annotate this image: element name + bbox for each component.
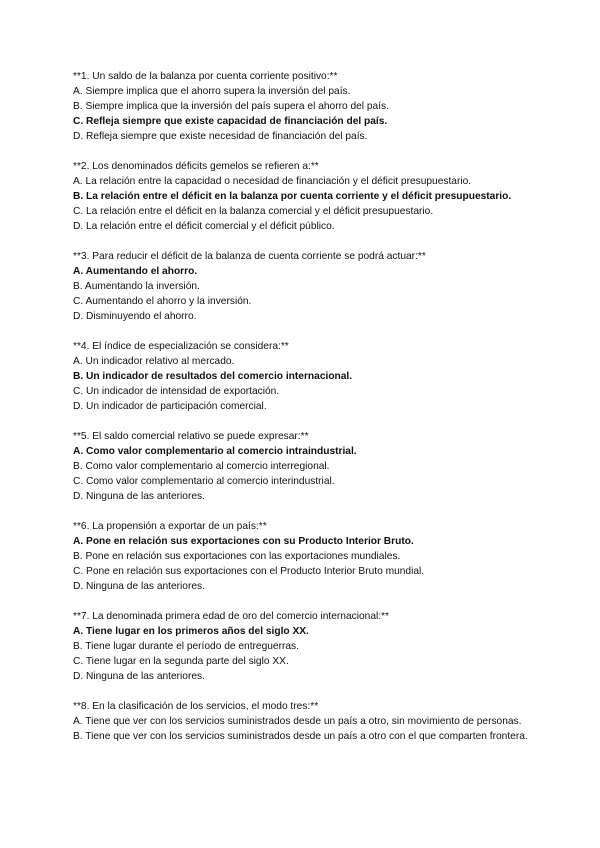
answer-option: C. Como valor complementario al comercio interindustrial. bbox=[73, 476, 335, 487]
document-page bbox=[73, 69, 533, 759]
question-prompt: **2. Los denominados déficits gemelos se refieren a:** bbox=[73, 161, 319, 172]
correct-answer-option: C. Refleja siempre que existe capacidad de financiación del país. bbox=[73, 116, 388, 127]
answer-option: D. Ninguna de las anteriores. bbox=[73, 491, 205, 502]
answer-option: D. Ninguna de las anteriores. bbox=[73, 581, 205, 592]
answer-option: B. Como valor complementario al comercio interregional. bbox=[73, 461, 330, 472]
answer-option: D. Ninguna de las anteriores. bbox=[73, 671, 205, 682]
answer-option: A. Tiene que ver con los servicios suministrados desde un país a otro, sin movimiento de personas. bbox=[73, 716, 522, 727]
answer-option: C. Pone en relación sus exportaciones con el Producto Interior Bruto mundial. bbox=[73, 566, 425, 577]
question-3 bbox=[73, 249, 533, 324]
question-4 bbox=[73, 339, 533, 414]
correct-answer-option: A. Pone en relación sus exportaciones con su Producto Interior Bruto. bbox=[73, 536, 414, 547]
answer-option: B. Siempre implica que la inversión del país supera el ahorro del país. bbox=[73, 101, 389, 112]
correct-answer-option: B. Un indicador de resultados del comercio internacional. bbox=[73, 371, 353, 382]
answer-option: B. Tiene que ver con los servicios suministrados desde un país a otro con el que comparten frontera. bbox=[73, 731, 528, 742]
question-prompt: **4. El índice de especialización se considera:** bbox=[73, 341, 289, 352]
correct-answer-option: B. La relación entre el déficit en la balanza por cuenta corriente y el déficit presupuestario. bbox=[73, 191, 512, 202]
question-prompt: **7. La denominada primera edad de oro del comercio internacional:** bbox=[73, 611, 390, 622]
question-2 bbox=[73, 159, 533, 234]
answer-option: C. Aumentando el ahorro y la inversión. bbox=[73, 296, 252, 307]
correct-answer-option: A. Aumentando el ahorro. bbox=[73, 266, 198, 277]
question-prompt: **6. La propensión a exportar de un país:** bbox=[73, 521, 267, 532]
question-prompt: **3. Para reducir el déficit de la balanza de cuenta corriente se podrá actuar:** bbox=[73, 251, 426, 262]
question-6 bbox=[73, 519, 533, 594]
question-prompt: **8. En la clasificación de los servicios, el modo tres:** bbox=[73, 701, 319, 712]
answer-option: B. Pone en relación sus exportaciones con las exportaciones mundiales. bbox=[73, 551, 401, 562]
answer-option: D. Refleja siempre que existe necesidad de financiación del país. bbox=[73, 131, 368, 142]
question-1 bbox=[73, 69, 533, 144]
question-8 bbox=[73, 699, 533, 744]
answer-option: B. Tiene lugar durante el período de entreguerras. bbox=[73, 641, 299, 652]
correct-answer-option: A. Como valor complementario al comercio intraindustrial. bbox=[73, 446, 357, 457]
correct-answer-option: A. Tiene lugar en los primeros años del siglo XX. bbox=[73, 626, 309, 637]
answer-option: D. Disminuyendo el ahorro. bbox=[73, 311, 197, 322]
answer-option: C. La relación entre el déficit en la balanza comercial y el déficit presupuestario. bbox=[73, 206, 434, 217]
answer-option: D. Un indicador de participación comercial. bbox=[73, 401, 267, 412]
question-prompt: **5. El saldo comercial relativo se puede expresar:** bbox=[73, 431, 309, 442]
answer-option: C. Un indicador de intensidad de exportación. bbox=[73, 386, 280, 397]
answer-option: A. Siempre implica que el ahorro supera la inversión del país. bbox=[73, 86, 351, 97]
answer-option: A. Un indicador relativo al mercado. bbox=[73, 356, 235, 367]
answer-option: C. Tiene lugar en la segunda parte del siglo XX. bbox=[73, 656, 289, 667]
question-7 bbox=[73, 609, 533, 684]
answer-option: A. La relación entre la capacidad o necesidad de financiación y el déficit presupuestario. bbox=[73, 176, 472, 187]
question-prompt: **1. Un saldo de la balanza por cuenta corriente positivo:** bbox=[73, 71, 338, 82]
question-5 bbox=[73, 429, 533, 504]
answer-option: B. Aumentando la inversión. bbox=[73, 281, 200, 292]
answer-option: D. La relación entre el déficit comercial y el déficit público. bbox=[73, 221, 335, 232]
